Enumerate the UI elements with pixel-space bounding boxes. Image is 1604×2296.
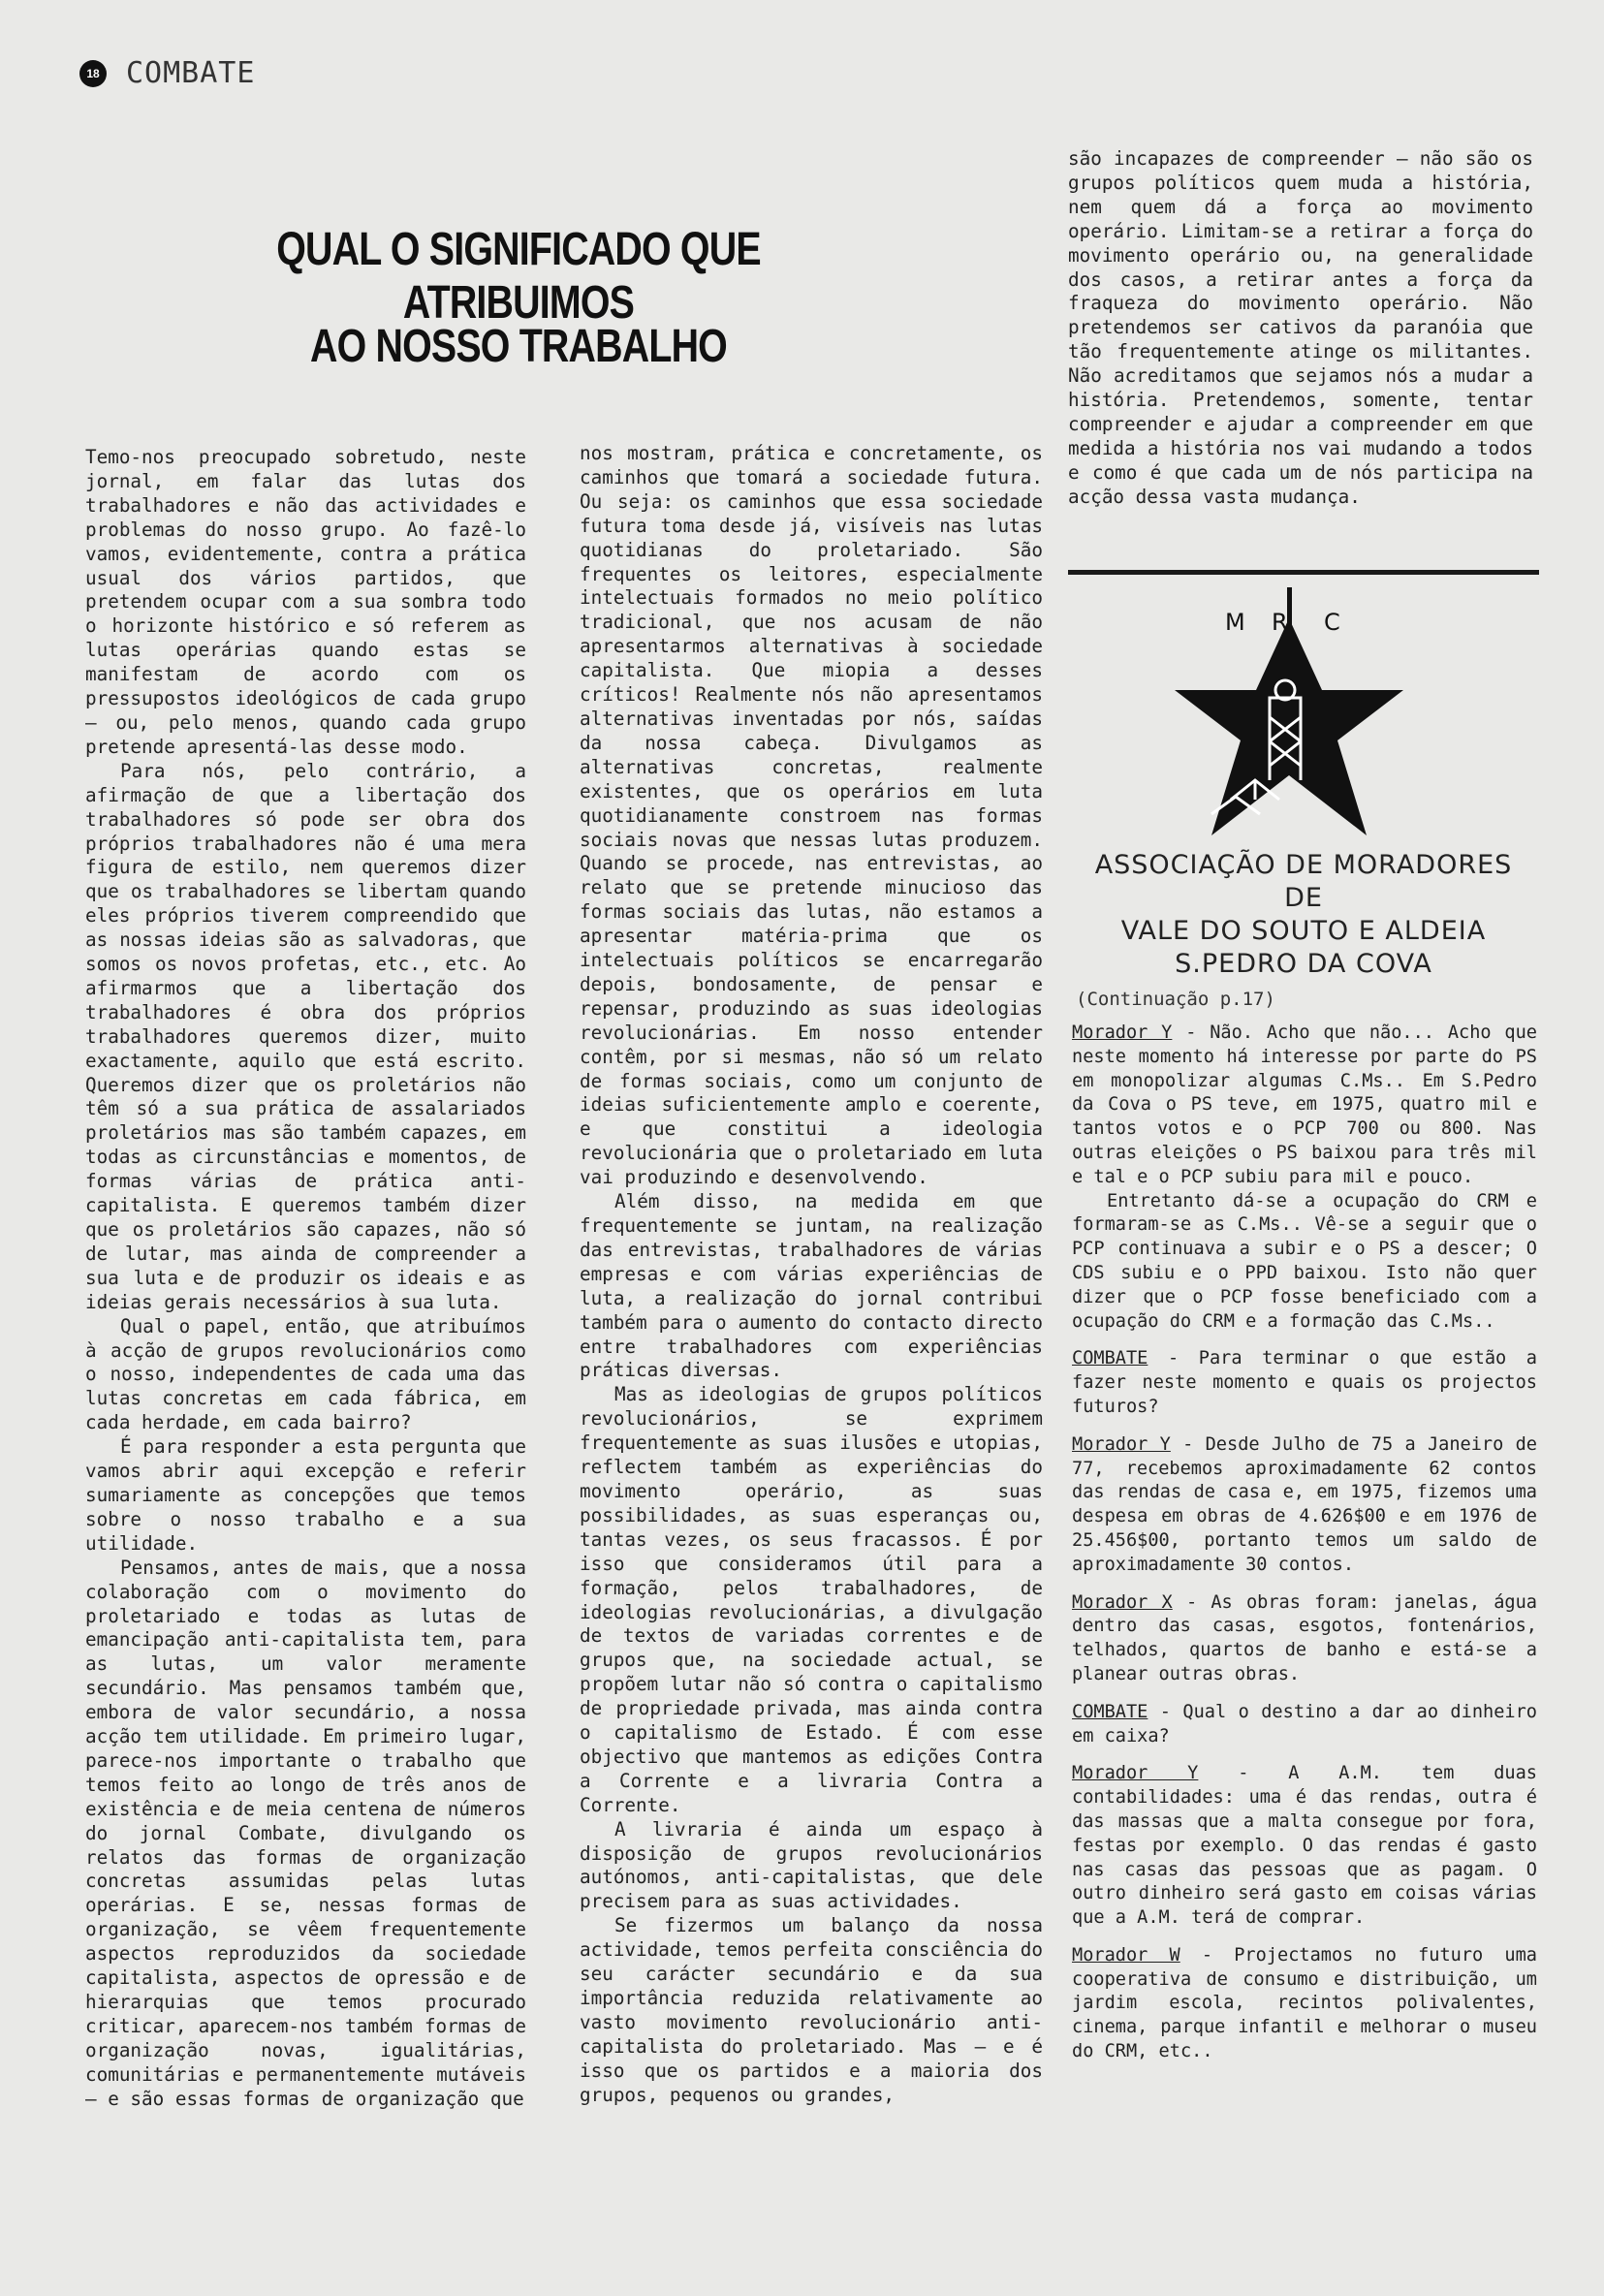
logo-letter-c: C <box>1324 609 1340 636</box>
exchange-text: As obras foram: janelas, água dentro das casas, esgotos, fontenários, telhados, quartos de banho e está-se a planear outras obras. <box>1072 1591 1537 1684</box>
article-column-2 <box>580 442 1043 2167</box>
exchange-text: Entretanto dá-se a ocupação do CRM e formaram-se as C.Ms.. Vê-se a seguir que o PCP continuava a subir e o PS a descer; O CDS subiu e o PPD baixou. Isto não quer dizer que o PCP fosse beneficiado com a ocupação do CRM e a formação das C.Ms.. <box>1072 1190 1537 1332</box>
article-paragraph: Qual o papel, então, que atribuímos à acção de grupos revolucionários como o nosso, independentes de cada uma das lutas concretas em cada fábrica, em cada herdade, em cada bairro? <box>85 1314 526 1434</box>
interview-exchange: Morador Y - Não. Acho que não... Acho que neste momento há interesse por parte do PS em monopolizar algumas C.Ms.. Em S.Pedro da Cova o PS teve, em 1975, quatro mil e tantos votos e o PCP 700 ou 800. Nas outras eleições o PS baixou para três mil e tal e o PCP subiu para mil e pouco. <box>1072 1022 1537 1187</box>
exchange-text: Para terminar o que estão a fazer neste momento e quais os projectos futuros? <box>1072 1348 1537 1417</box>
mrc-star-logo-icon <box>1124 582 1454 863</box>
article-paragraph: É para responder a esta pergunta que vamos abrir aqui excepção e referir sumariamente as concepções que temos sobre o nosso trabalho e a sua utilidade. <box>85 1435 526 1555</box>
association-title-line: S.PEDRO DA COVA <box>1175 949 1432 979</box>
speaker-label: Morador Y <box>1072 1433 1171 1455</box>
exchange-text: A A.M. tem duas contabilidades: uma é das rendas, outra é das massas que a malta consegue por fora, festas por exemplo. O das rendas é gasto nas casas das pessoas que as pagam. O outro dinheiro será gasto em coisas várias que a A.M. terá de comprar. <box>1072 1763 1537 1929</box>
speaker-label: Morador X <box>1072 1591 1173 1613</box>
article-paragraph: Temo-nos preocupado sobretudo, neste jornal, em falar das lutas dos trabalhadores e não das actividades e problemas do nosso grupo. Ao fazê-lo vamos, evidentemente, contra a prática usual dos vários partidos, que pretendem ocupar com a sua sombra todo o horizonte histórico e só referem as lutas operárias quando estas se manifestam de acordo com os pressupostos ideológicos de cada grupo — ou, pelo menos, quando cada grupo pretende apresentá-las desse modo. <box>85 446 526 758</box>
article-column-1 <box>85 446 526 2171</box>
interview-exchange <box>1072 1190 1537 1335</box>
association-title-line: VALE DO SOUTO E ALDEIA <box>1120 916 1487 946</box>
exchange-text: Qual o destino a dar ao dinheiro em caixa? <box>1072 1701 1537 1746</box>
article-paragraph: Além disso, na medida em que frequentemente se juntam, na realização das entrevistas, trabalhadores de várias empresas e com várias experiências de luta, a realização do jornal contribui também para o aumento do contacto directo entre trabalhadores com experiências práticas diversas. <box>580 1190 1043 1382</box>
article-paragraph: são incapazes de compreender — não são os grupos políticos quem muda a história, nem quem dá a força ao movimento operário. Limitam-se a retirar a força do movimento operário ou, na generalidade dos casos, a retirar antes a força da fraqueza do movimento operário. Não pretendemos ser cativos da paranóia que tão frequentemente atinge os militantes. Não acreditamos que sejamos nós a mudar a história. Pretendemos, somente, tentar compreender e ajudar a compreender em que medida a história nos vai mudando a todos e como é que cada um de nós participa na acção dessa vasta mudança. <box>1068 147 1533 508</box>
association-title <box>1068 849 1539 981</box>
headline-line-2: AO NOSSO TRABALHO <box>310 321 727 372</box>
article-paragraph: A livraria é ainda um espaço à disposição de grupos revolucionários autónomos, anti-capitalistas, que dele precisem para as suas actividades. <box>580 1817 1043 1913</box>
publication-masthead: COMBATE <box>126 56 256 90</box>
speaker-label: COMBATE <box>1072 1701 1148 1722</box>
exchange-text: Não. Acho que não... Acho que neste momento há interesse por parte do PS em monopolizar algumas C.Ms.. Em S.Pedro da Cova o PS teve, em 1975, quatro mil e tantos votos e o PCP 700 ou 800. Nas outras eleições o PS baixou para três mil e tal e o PCP subiu para mil e pouco. <box>1072 1022 1537 1187</box>
logo-letter-m: M <box>1225 609 1245 636</box>
association-title-line: DE <box>1284 883 1323 913</box>
section-divider <box>1068 570 1539 575</box>
interview-exchange: Morador W - Projectamos no futuro uma cooperativa de consumo e distribuição, um jardim escola, recintos polivalentes, cinema, parque infantil e melhorar o museu do CRM, etc.. <box>1072 1944 1537 2062</box>
logo-letter-r: R <box>1272 609 1288 636</box>
article-paragraph: nos mostram, prática e concretamente, os caminhos que tomará a sociedade futura. Ou seja: os caminhos que essa sociedade futura toma desde já, visíveis nas lutas quotidianas do proletariado. São frequentes os leitores, especialmente intelectuais formados no meio político tradicional, que nos acusam de não apresentarmos alternativas à sociedade capitalista. Que miopia a desses críticos! Realmente nós não apresentamos alternativas inventadas por nós, saídas da nossa cabeça. Divulgamos as alternativas concretas, realmente existentes, que os operários em luta quotidianamente constroem nas formas sociais novas que nessas lutas produzem. Quando se procede, nas entrevistas, ao relato que se pretende minucioso das formas sociais das lutas, não estamos a apresentar matéria-prima que os intelectuais políticos se encarregarão depois, bondosamente, de pensar e repensar, produzindo as suas ideologias revolucionárias. Em nosso entender contêm, por si mesmas, não só um relato de formas sociais, como um conjunto de ideias suficientemente amplo e coerente, e que constitui a ideologia revolucionária que o proletariado em luta vai produzindo e desenvolvendo. <box>580 442 1043 1189</box>
speaker-label: COMBATE <box>1072 1348 1148 1369</box>
headline-line-1: QUAL O SIGNIFICADO QUE ATRIBUIMOS <box>276 224 761 329</box>
interview-exchange: Morador Y - Desde Julho de 75 a Janeiro de 77, recebemos aproximadamente 62 contos das rendas de casa e, em 1975, fizemos uma despesa em obras de 4.626$00 e em 1976 de 25.456$00, portanto temos um saldo de aproximadamente 30 contos. <box>1072 1433 1537 1575</box>
speaker-label: Morador Y <box>1072 1763 1199 1784</box>
interview-exchange: COMBATE - Qual o destino a dar ao dinheiro em caixa? <box>1072 1701 1537 1746</box>
speaker-label: Morador W <box>1072 1944 1180 1966</box>
article-paragraph: Pensamos, antes de mais, que a nossa colaboração com o movimento do proletariado e todas as lutas de emancipação anti-capitalista tem, para as lutas, um valor meramente secundário. Mas pensamos também que, embora de valor secundário, a nossa acção tem utilidade. Em primeiro lugar, parece-nos importante o trabalho que temos feito ao longo de três anos de existência e de meia centena de números do jornal Combate, divulgando os relatos das formas de organização concretas assumidas pelas lutas operárias. E se, nessas formas de organização, se vêem frequentemente aspectos reproduzidos da sociedade capitalista, aspectos de opressão e de hierarquias que temos procurado criticar, aparecem-nos também formas de organização novas, igualitárias, comunitárias e permanentemente mutáveis — e são essas formas de organização que <box>85 1556 526 2110</box>
exchange-text: Desde Julho de 75 a Janeiro de 77, recebemos aproximadamente 62 contos das rendas de casa e, em 1975, fizemos uma despesa em obras de 4.626$00 e em 1976 de 25.456$00, portanto temos um saldo de aproximadamente 30 contos. <box>1072 1433 1537 1575</box>
association-title-line: ASSOCIAÇÃO DE MORADORES <box>1094 850 1513 880</box>
interview-exchange: COMBATE - Para terminar o que estão a fazer neste momento e quais os projectos futuros? <box>1072 1348 1537 1417</box>
article-paragraph: Se fizermos um balanço da nossa actividade, temos perfeita consciência do seu carácter secundário e da sua importância reduzida relativamente ao vasto movimento revolucionário anti-capitalista do proletariado. Mas — e é isso que os partidos e a maioria dos grupos, pequenos ou grandes, <box>580 1914 1043 2106</box>
speaker-label: Morador Y <box>1072 1022 1173 1043</box>
interview-exchange: Morador X - As obras foram: janelas, água dentro das casas, esgotos, fontenários, telhados, quartos de banho e está-se a planear outras obras. <box>1072 1591 1537 1684</box>
page-number: 18 <box>79 60 107 87</box>
exchange-text: Projectamos no futuro uma cooperativa de consumo e distribuição, um jardim escola, recintos polivalentes, cinema, parque infantil e melhorar o museu do CRM, etc.. <box>1072 1944 1537 2062</box>
continuation-note: (Continuação p.17) <box>1076 989 1275 1010</box>
article-paragraph: Mas as ideologias de grupos políticos revolucionários, se exprimem frequentemente as suas ilusões e utopias, reflectem também as experiências do movimento operário, as suas possibilidades, as suas esperanças ou, tantas vezes, os seus fracassos. É por isso que consideramos útil para a formação, pelos trabalhadores, de ideologias revolucionárias, a divulgação de textos de variadas correntes e de grupos que, na sociedade actual, se propõem lutar não só contra o capitalismo de propriedade privada, mas ainda contra o capitalismo de Estado. É com esse objectivo que mantemos as edições Contra a Corrente e a livraria Contra a Corrente. <box>580 1383 1043 1816</box>
interview-column <box>1072 1022 1537 2175</box>
interview-exchange: Morador Y - A A.M. tem duas contabilidades: uma é das rendas, outra é das massas que a malta consegue por fora, festas por exemplo. O das rendas é gasto nas casas das pessoas que as pagam. O outro dinheiro será gasto em coisas várias que a A.M. terá de comprar. <box>1072 1763 1537 1929</box>
article-paragraph: Para nós, pelo contrário, a afirmação de que a libertação dos trabalhadores só pode ser obra dos próprios trabalhadores não é uma mera figura de estilo, nem queremos dizer que os trabalhadores se libertam quando eles próprios tiverem compreendido que as nossas ideias são as salvadoras, que somos os novos profetas, etc., etc. Ao afirmarmos que a libertação dos trabalhadores é obra dos próprios trabalhadores queremos dizer, muito exactamente, aquilo que está escrito. Queremos dizer que os proletários não têm só a sua prática de assalariados proletários mas são também capazes, em todas as circunstâncias e momentos, de formas várias de prática anti-capitalista. E queremos também dizer que os proletários são capazes, não só de lutar, mas ainda de compreender a sua luta e de produzir os ideais e as ideias gerais necessários à sua luta. <box>85 759 526 1313</box>
article-column-3 <box>1068 147 1533 574</box>
